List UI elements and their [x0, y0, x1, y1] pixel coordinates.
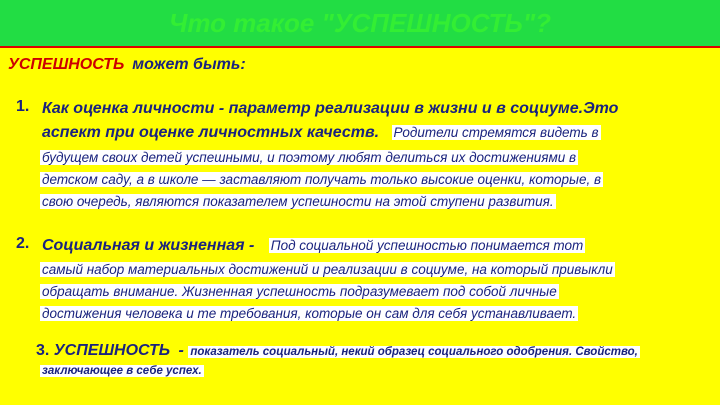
item-1-line-2: [42, 124, 601, 142]
item-3-number: 3.: [36, 342, 50, 359]
subtitle-rest: может быть:: [132, 56, 246, 73]
title-divider: [0, 46, 720, 48]
item-3-text-line-1: показатель социальный, некий образец социального одобрения. Свойство,: [190, 346, 638, 358]
list-item-2: [16, 235, 716, 327]
slide-title: Что такое "УСПЕШНОСТЬ"?: [168, 8, 552, 38]
item-1-text-line-3: будущем своих детей успешными, и поэтому любят делиться их достижениями в: [42, 150, 577, 165]
item-2-text-line-3: обращать внимание. Жизненная успешность подразумевает под собой личные: [42, 284, 557, 299]
item-2-text-line-4: достижения человека и те требования, которые он сам для себя устанавливает.: [42, 306, 577, 321]
subtitle: [8, 56, 246, 74]
item-2-line-1: [42, 237, 585, 255]
item-1-text-line-5: свою очередь, являются показателем успешности на этой ступени развития.: [42, 194, 554, 209]
item-3-text-line-2: заключающее в себе успех.: [42, 365, 202, 377]
item-2-text-line-1: Под социальной успешностью понимается тот: [270, 238, 584, 253]
subtitle-term: УСПЕШНОСТЬ: [8, 56, 125, 73]
item-1-text-line-4: детском саду, а в школе — заставляют получать только высокие оценки, которые, в: [42, 172, 601, 187]
item-1-bold-line-1: Как оценка личности - параметр реализации в жизни и в социуме.Это: [42, 100, 619, 117]
item-2-number: 2.: [16, 235, 30, 252]
item-3-bold: УСПЕШНОСТЬ: [53, 342, 171, 359]
item-1-text-line-2: Родители стремятся видеть в: [393, 125, 599, 140]
list-item-1: [16, 98, 716, 216]
list-item-3: [36, 342, 716, 386]
item-2-bold: Социальная и жизненная -: [42, 237, 255, 254]
item-1-number: 1.: [16, 98, 30, 115]
item-3-dash: -: [178, 342, 184, 359]
item-2-text-line-2: самый набор материальных достижений и реализации в социуме, на который привыкли: [42, 262, 613, 277]
item-3-line-1: [36, 342, 640, 360]
item-1-bold-line-2: аспект при оценке личностных качеств.: [42, 124, 380, 141]
